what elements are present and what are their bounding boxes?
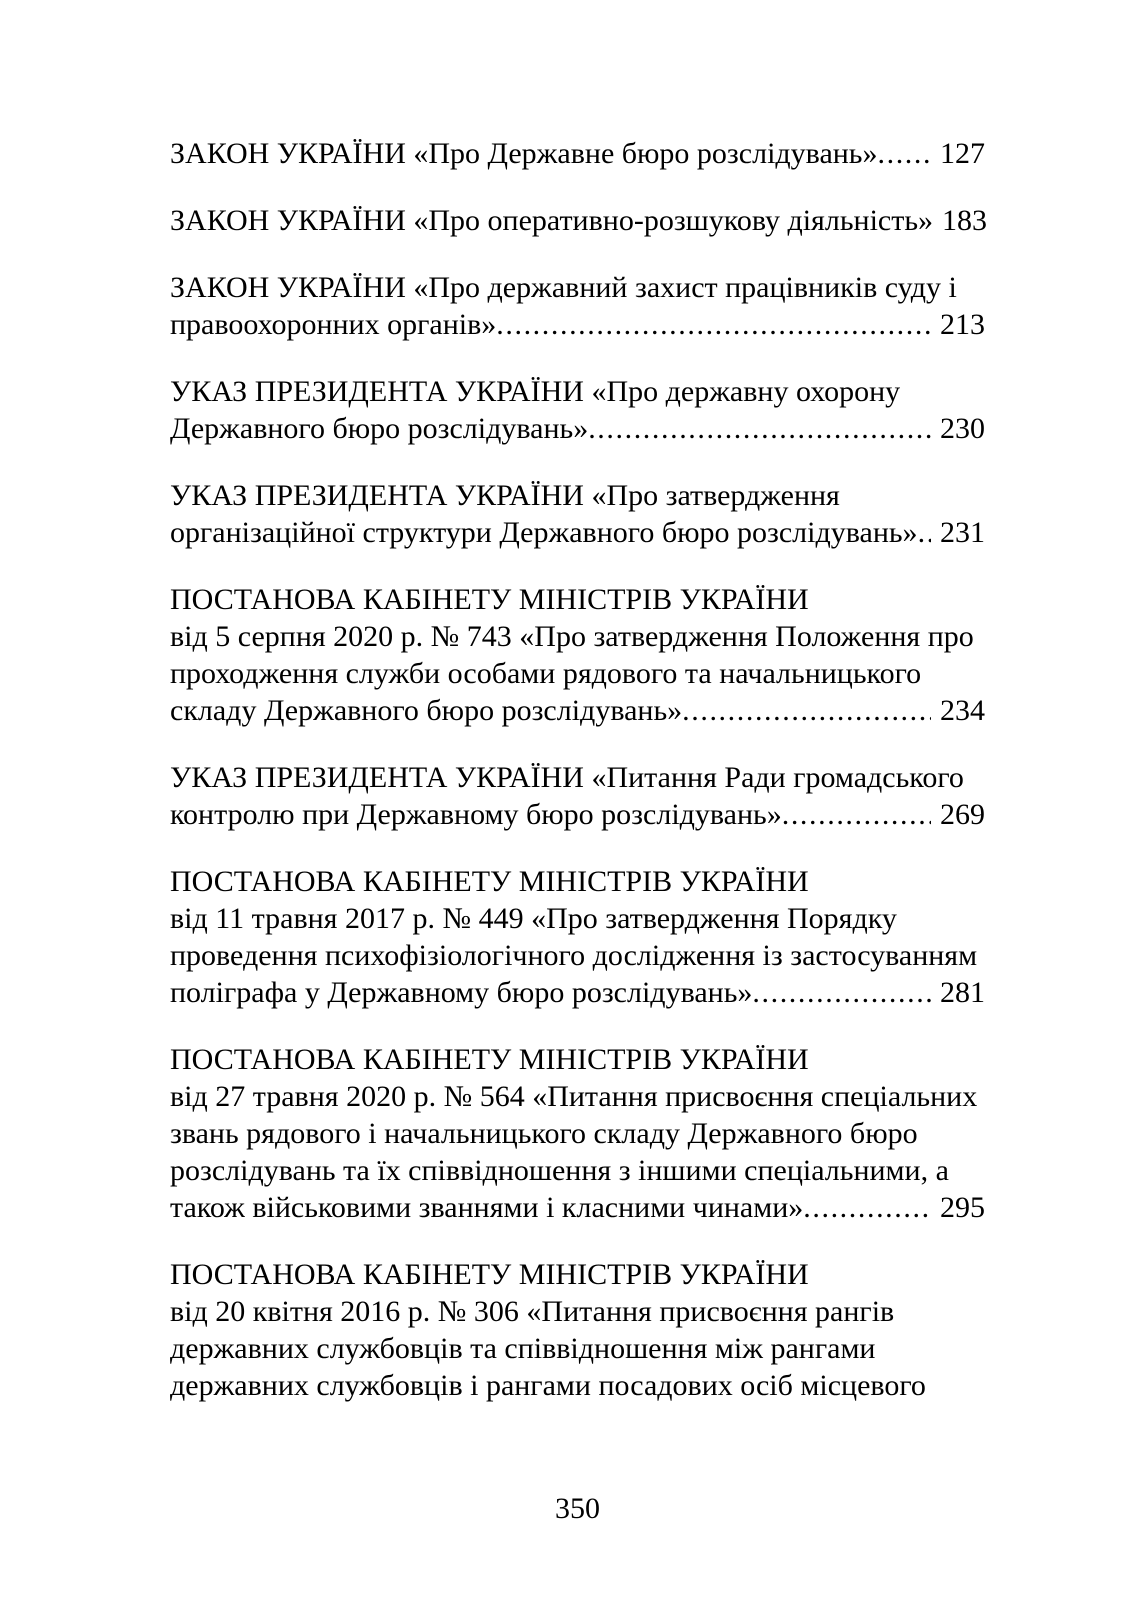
toc-line <box>170 1041 985 1078</box>
toc-entry-text: поліграфа у Державному бюро розслідувань» <box>170 976 753 1009</box>
toc-entry-text: контролю при Державному бюро розслідувань» <box>170 798 782 831</box>
table-of-contents <box>170 135 988 1404</box>
toc-entry-text: від 5 серпня 2020 р. № 743 «Про затвердження Положення про <box>170 620 974 653</box>
toc-line <box>170 373 985 410</box>
toc-entry-text: від 11 травня 2017 р. № 449 «Про затвердження Порядку <box>170 902 897 935</box>
toc-line <box>170 477 985 514</box>
toc-page-number: 127 <box>940 137 985 170</box>
toc-page-number: 231 <box>940 516 985 549</box>
toc-entry-text: проходження служби особами рядового та начальницького <box>170 657 922 690</box>
page-number: 350 <box>555 1492 600 1525</box>
toc-entry-text: ПОСТАНОВА КАБІНЕТУ МІНІСТРІВ УКРАЇНИ <box>170 583 809 616</box>
toc-line <box>170 1152 985 1189</box>
toc-entry-text: організаційної структури Державного бюро розслідувань» <box>170 516 918 549</box>
toc-entry-text: УКАЗ ПРЕЗИДЕНТА УКРАЇНИ «Питання Ради громадського <box>170 761 964 794</box>
toc-line <box>170 514 985 551</box>
toc-entry-text: також військовими званнями і класними чинами» <box>170 1191 804 1224</box>
toc-line <box>170 1293 985 1330</box>
dot-leader <box>803 1189 931 1226</box>
toc-entry <box>170 269 985 343</box>
toc-entry <box>170 477 985 551</box>
toc-entry <box>170 581 985 729</box>
toc-entry-text: державних службовців та співвідношення між рангами <box>170 1332 876 1365</box>
dot-leader <box>752 974 931 1011</box>
toc-line <box>170 759 985 796</box>
toc-page-number: 295 <box>940 1191 985 1224</box>
toc-entry-text: УКАЗ ПРЕЗИДЕНТА УКРАЇНИ «Про державну охорону <box>170 375 901 408</box>
toc-entry <box>170 1041 985 1226</box>
toc-entry <box>170 373 985 447</box>
toc-entry-text: від 27 травня 2020 р. № 564 «Питання присвоєння спеціальних <box>170 1080 978 1113</box>
toc-line <box>170 1115 985 1152</box>
dot-leader <box>682 692 931 729</box>
toc-page-number: 281 <box>940 976 985 1009</box>
toc-entry-text: ПОСТАНОВА КАБІНЕТУ МІНІСТРІВ УКРАЇНИ <box>170 1043 809 1076</box>
toc-entry-text: проведення психофізіологічного дослідження із застосуванням <box>170 939 978 972</box>
toc-entry <box>170 202 988 239</box>
toc-line <box>170 1256 985 1293</box>
toc-page-number: 234 <box>940 694 985 727</box>
toc-line <box>170 618 985 655</box>
toc-line <box>170 863 985 900</box>
toc-entry-text: ПОСТАНОВА КАБІНЕТУ МІНІСТРІВ УКРАЇНИ <box>170 865 809 898</box>
dot-leader <box>918 514 931 551</box>
toc-line <box>170 655 985 692</box>
toc-entry-text: державних службовців і рангами посадових осіб місцевого <box>170 1369 926 1402</box>
toc-line <box>170 900 985 937</box>
toc-line <box>170 1330 985 1367</box>
toc-line <box>170 937 985 974</box>
toc-entry <box>170 135 985 172</box>
toc-entry-text: від 20 квітня 2016 р. № 306 «Питання присвоєння рангів <box>170 1295 895 1328</box>
toc-entry-text: розслідувань та їх співвідношення з іншими спеціальними, а <box>170 1154 949 1187</box>
dot-leader <box>782 796 931 833</box>
toc-entry-text: ЗАКОН УКРАЇНИ «Про державний захист працівників суду і <box>170 271 957 304</box>
toc-line <box>170 974 985 1011</box>
toc-entry-text: складу Державного бюро розслідувань» <box>170 694 683 727</box>
toc-entry <box>170 863 985 1011</box>
dot-leader <box>878 135 932 172</box>
toc-entry-text: звань рядового і начальницького складу Державного бюро <box>170 1117 918 1150</box>
toc-line <box>170 202 988 239</box>
toc-entry-text: правоохоронних органів» <box>170 308 497 341</box>
page-footer <box>170 1490 985 1527</box>
toc-line <box>170 692 985 729</box>
toc-line <box>170 135 985 172</box>
toc-entry-text: ЗАКОН УКРАЇНИ «Про Державне бюро розслідувань» <box>170 137 878 170</box>
toc-line <box>170 796 985 833</box>
toc-line <box>170 1078 985 1115</box>
toc-line <box>170 306 985 343</box>
toc-entry-text: УКАЗ ПРЕЗИДЕНТА УКРАЇНИ «Про затвердження <box>170 479 840 512</box>
toc-page-number: 269 <box>940 798 985 831</box>
toc-line <box>170 410 985 447</box>
toc-entry-text: ПОСТАНОВА КАБІНЕТУ МІНІСТРІВ УКРАЇНИ <box>170 1258 809 1291</box>
toc-entry <box>170 759 985 833</box>
toc-page-number: 213 <box>940 308 985 341</box>
toc-line <box>170 269 985 306</box>
toc-page-number: 183 <box>942 204 988 237</box>
toc-entry-text: Державного бюро розслідувань» <box>170 412 589 445</box>
toc-page-number: 230 <box>940 412 985 445</box>
toc-entry-text: ЗАКОН УКРАЇНИ «Про оперативно-розшукову діяльність» <box>170 204 934 237</box>
toc-line <box>170 1189 985 1226</box>
toc-line <box>170 1367 985 1404</box>
dot-leader <box>588 410 931 447</box>
toc-line <box>170 581 985 618</box>
dot-leader <box>496 306 931 343</box>
toc-entry <box>170 1256 985 1404</box>
